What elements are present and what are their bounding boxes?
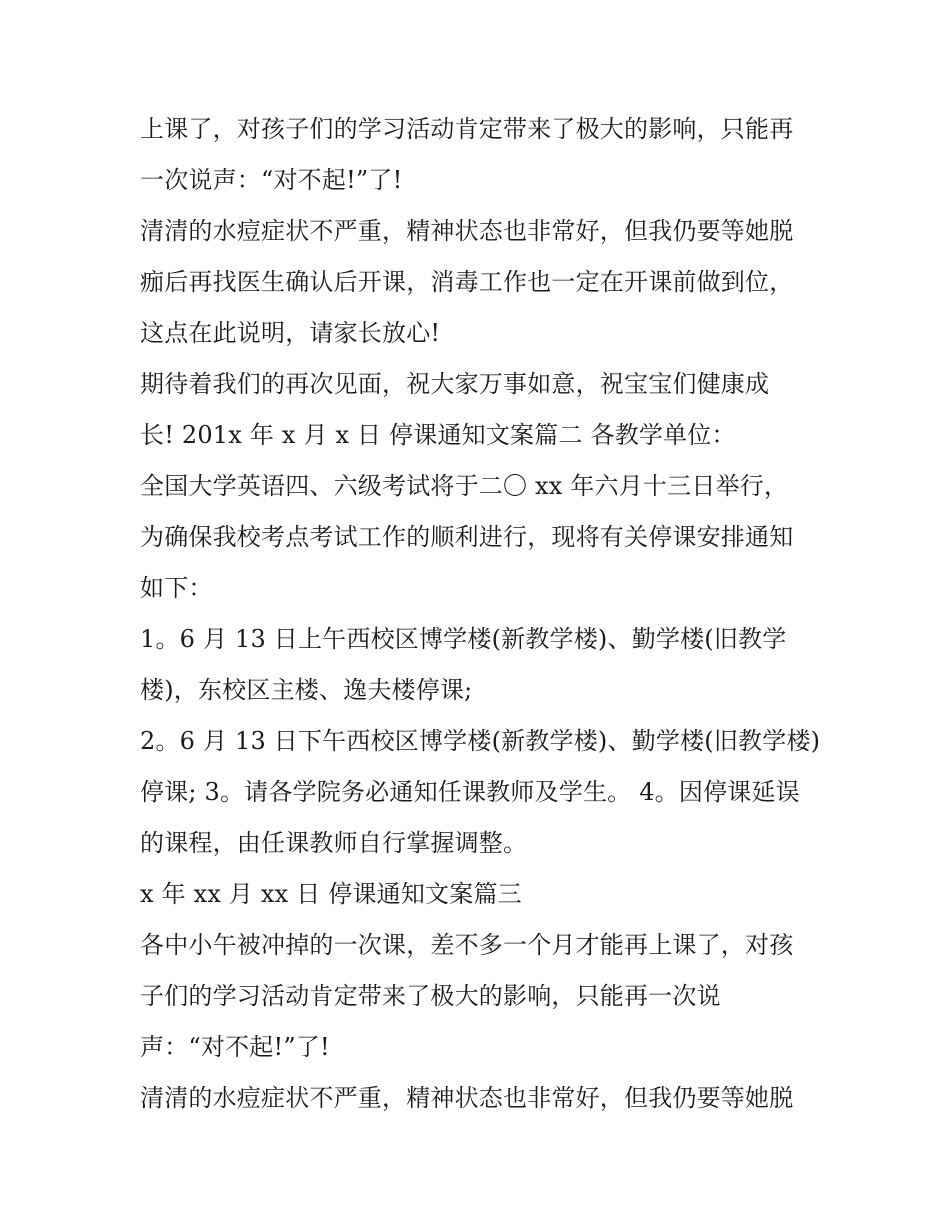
text-line: 2。6 月 13 日下午西校区博学楼(新教学楼)、勤学楼(旧教学楼)	[140, 727, 821, 755]
text-line: 各中小午被冲掉的一次课，差不多一个月才能再上课了，对孩	[140, 931, 794, 959]
text-line: x 年 xx 月 xx 日 停课通知文案篇三	[140, 880, 522, 908]
text-line: 子们的学习活动肯定带来了极大的影响，只能再一次说	[140, 982, 721, 1010]
text-line: 清清的水痘症状不严重，精神状态也非常好，但我仍要等她脱	[140, 1084, 794, 1112]
text-line: 痂后再找医生确认后开课，消毒工作也一定在开课前做到位，	[140, 268, 794, 296]
text-line: 的课程，由任课教师自行掌握调整。	[140, 829, 528, 857]
text-line: 如下：	[140, 574, 213, 602]
text-line: 停课; 3。请各学院务必通知任课教师及学生。 4。因停课延误	[140, 778, 800, 806]
text-line: 楼)，东校区主楼、逸夫楼停课;	[140, 676, 473, 704]
text-line: 长! 201x 年 x 月 x 日 停课通知文案篇二 各教学单位：	[140, 421, 736, 449]
text-line: 为确保我校考点考试工作的顺利进行，现将有关停课安排通知	[140, 523, 794, 551]
text-line: 这点在此说明，请家长放心!	[140, 319, 441, 347]
text-line: 全国大学英语四、六级考试将于二〇 xx 年六月十三日举行，	[140, 472, 789, 500]
text-line: 声：“对不起!”了!	[140, 1033, 330, 1061]
text-line: 清清的水痘症状不严重，精神状态也非常好，但我仍要等她脱	[140, 217, 794, 245]
text-line: 一次说声：“对不起!”了!	[140, 166, 403, 194]
document-body	[140, 104, 830, 1124]
text-line: 上课了，对孩子们的学习活动肯定带来了极大的影响，只能再	[140, 115, 794, 143]
text-line: 1。6 月 13 日上午西校区博学楼(新教学楼)、勤学楼(旧教学	[140, 625, 787, 653]
text-line: 期待着我们的再次见面，祝大家万事如意，祝宝宝们健康成	[140, 370, 770, 398]
